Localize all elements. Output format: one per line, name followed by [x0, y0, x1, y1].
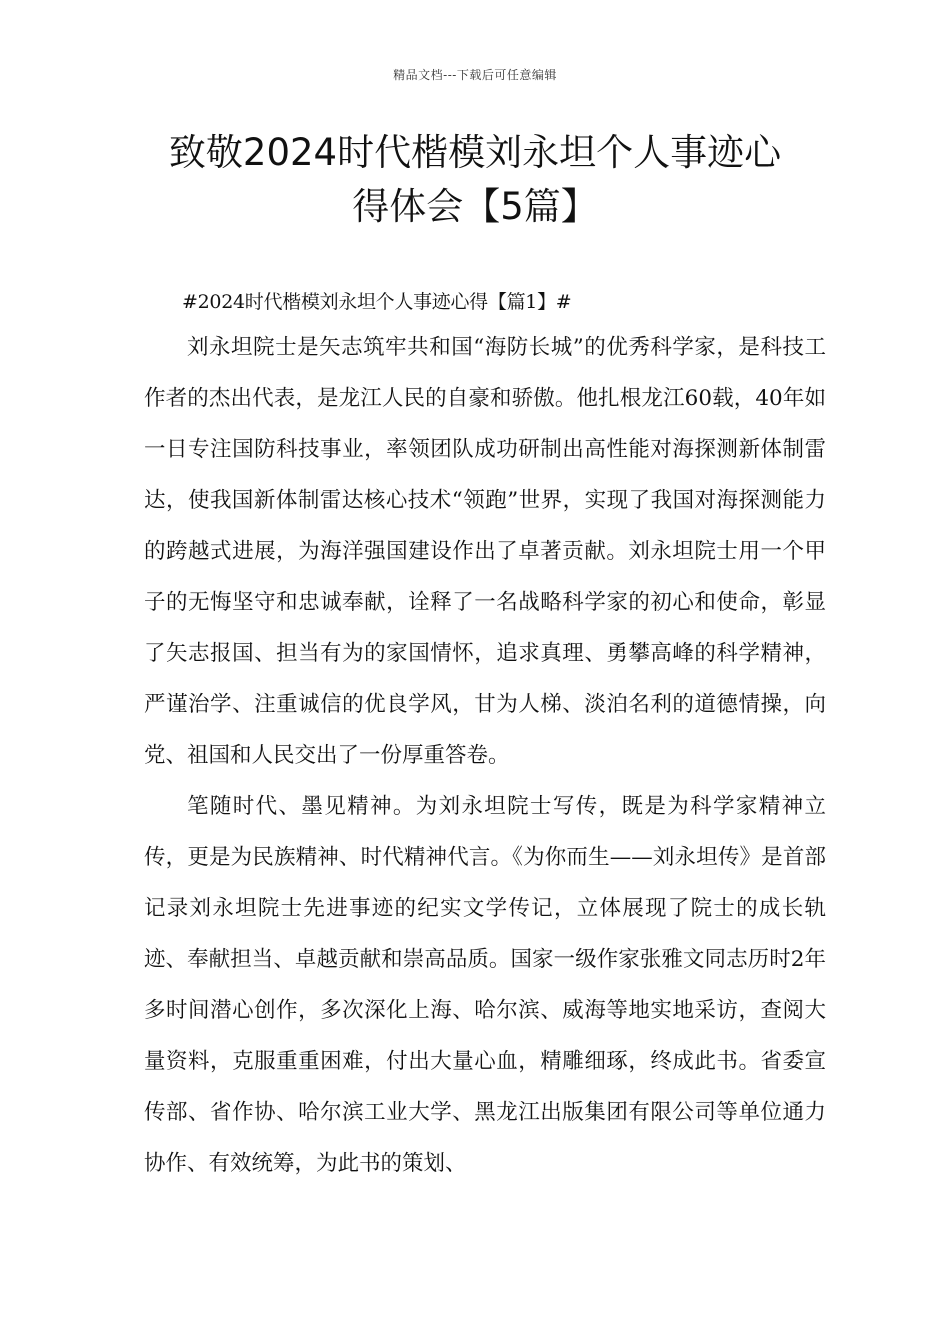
paragraph-2: 笔随时代、墨见精神。为刘永坦院士写传，既是为科学家精神立传，更是为民族精神、时代精神代言。《为你而生——刘永坦传》是首部记录刘永坦院士先进事迹的纪实文学传记，立体展现了院士的成长轨迹、奉献担当、卓越贡献和崇高品质。国家一级作家张雅文同志历时2年多时间潜心创作，多次深化上海、哈尔滨、威海等地实地采访，查阅大量资料，克服重重困难，付出大量心血，精雕细琢，终成此书。省委宣传部、省作协、哈尔滨工业大学、黑龙江出版集团有限公司等单位通力协作、有效统筹，为此书的策划、	[144, 794, 826, 1176]
title-line-2: 得体会【5篇】	[352, 185, 598, 228]
title-line-1: 致敬2024时代楷模刘永坦个人事迹心	[168, 131, 782, 174]
document-body	[144, 282, 826, 1189]
header-note: 精品文档---下载后可任意编辑	[393, 68, 557, 82]
document-title	[110, 126, 840, 234]
section-heading: #2024时代楷模刘永坦个人事迹心得【篇1】#	[182, 291, 572, 313]
paragraph-1: 刘永坦院士是矢志筑牢共和国“海防长城”的优秀科学家，是科技工作者的杰出代表，是龙江人民的自豪和骄傲。他扎根龙江60载，40年如一日专注国防科技事业，率领团队成功研制出高性能对海探测新体制雷达，使我国新体制雷达核心技术“领跑”世界，实现了我国对海探测能力的跨越式进展，为海洋强国建设作出了卓著贡献。刘永坦院士用一个甲子的无悔坚守和忠诚奉献，诠释了一名战略科学家的初心和使命，彰显了矢志报国、担当有为的家国情怀，追求真理、勇攀高峰的科学精神，严谨治学、注重诚信的优良学风，甘为人梯、淡泊名利的道德情操，向党、祖国和人民交出了一份厚重答卷。	[144, 335, 826, 768]
